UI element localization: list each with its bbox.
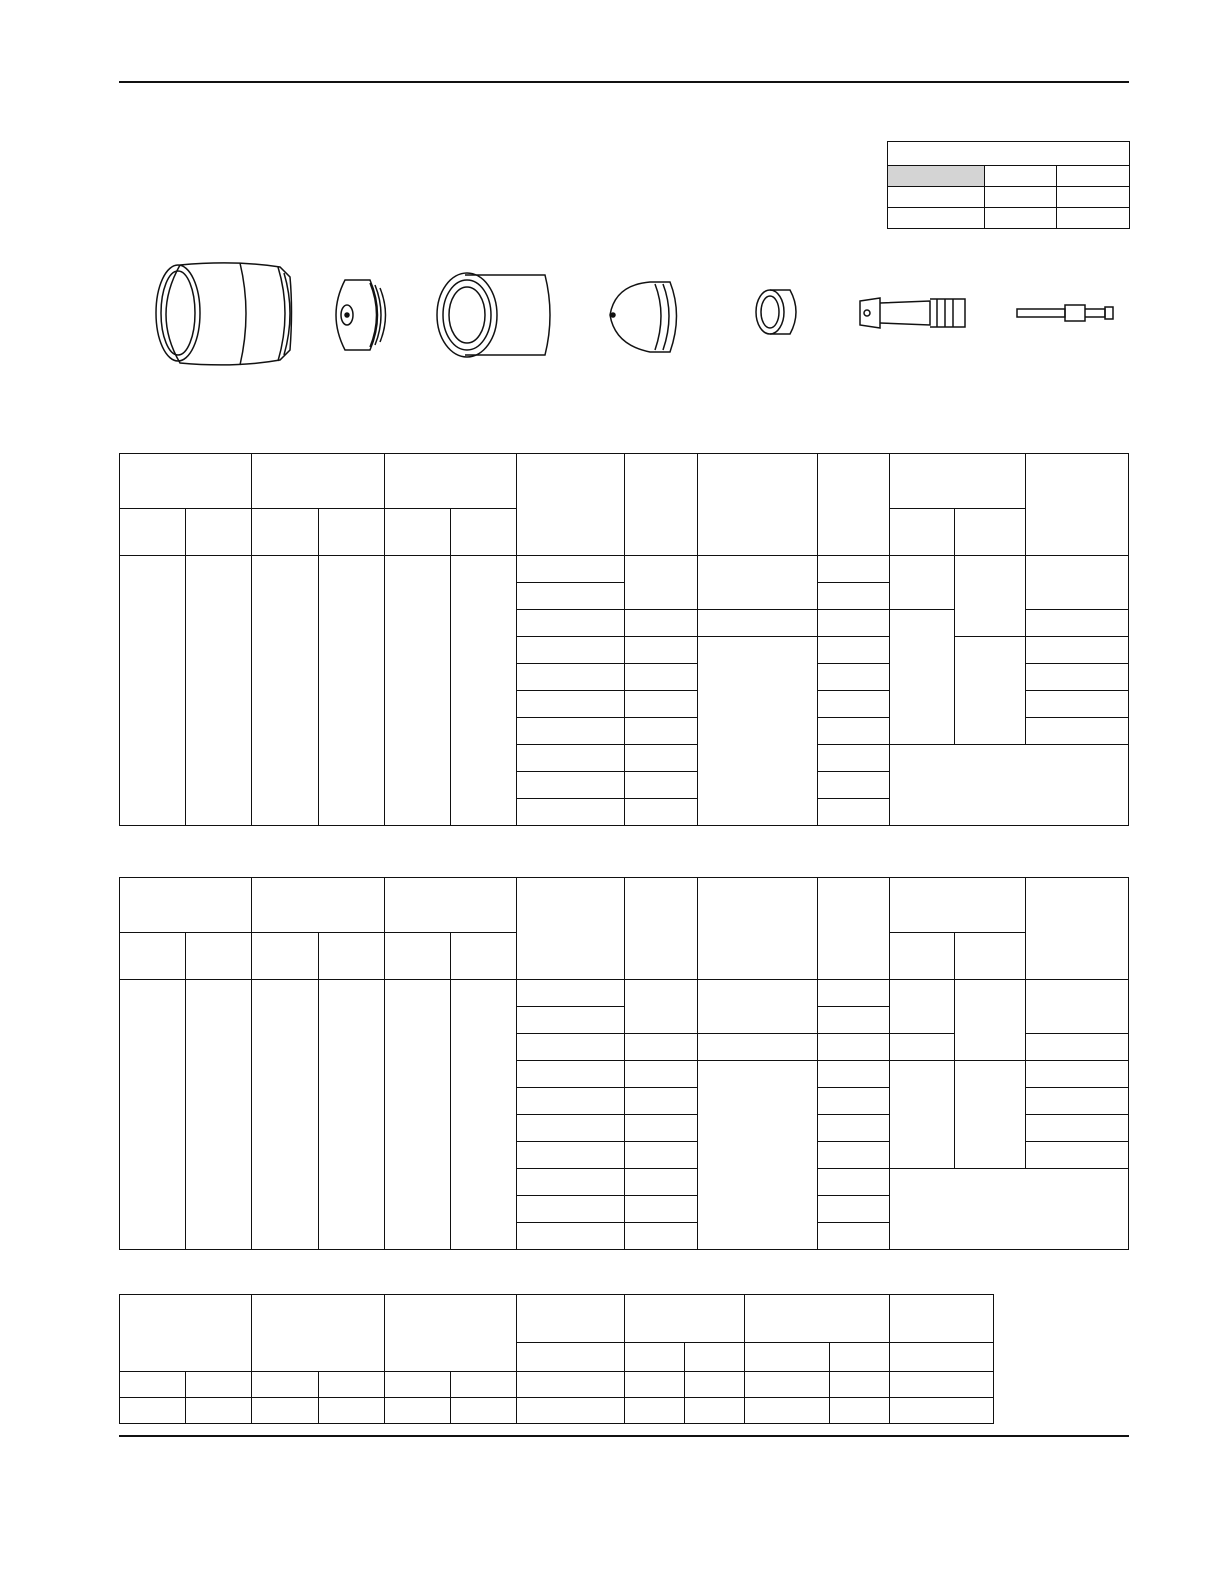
table-cell — [625, 1061, 697, 1088]
table-cell — [186, 1372, 252, 1398]
header-cell — [817, 454, 889, 556]
table-cell — [1025, 637, 1128, 664]
table-cell — [697, 637, 817, 826]
water-tube-drawing — [1017, 305, 1113, 321]
cutting-table-2 — [119, 877, 1129, 1250]
table-cell — [625, 1115, 697, 1142]
header-cell — [120, 1295, 252, 1372]
subheader-cell — [120, 509, 186, 556]
table-cell — [625, 1088, 697, 1115]
table-cell — [319, 1398, 385, 1424]
subheader-cell — [385, 933, 451, 980]
table-cell — [697, 980, 817, 1034]
table-cell — [517, 556, 625, 583]
table-cell — [252, 1372, 319, 1398]
reference-table-cell — [985, 166, 1057, 187]
table-cell — [625, 1223, 697, 1250]
table-cell — [830, 1398, 890, 1424]
table-cell — [817, 1034, 889, 1061]
header-cell — [889, 878, 1025, 933]
subheader-cell — [319, 933, 385, 980]
shield-drawing — [336, 280, 386, 350]
retaining-cap-drawing — [437, 273, 550, 357]
cutting-table-1 — [119, 453, 1129, 826]
header-cell — [252, 878, 385, 933]
table-cell — [954, 980, 1025, 1061]
header-cell — [625, 454, 697, 556]
subheader-cell — [890, 1343, 994, 1372]
table-cell — [120, 980, 186, 1250]
consumables-figure — [140, 255, 1130, 375]
table-cell — [319, 1372, 385, 1398]
table-cell — [517, 1169, 625, 1196]
header-cell — [625, 1295, 745, 1343]
table-cell — [517, 1398, 625, 1424]
table-cell — [625, 637, 697, 664]
table-cell — [517, 1007, 625, 1034]
table-cell — [954, 556, 1025, 637]
table-cell — [954, 1061, 1025, 1169]
table-cell — [319, 980, 385, 1250]
table-cell — [817, 718, 889, 745]
table-cell — [817, 772, 889, 799]
table-cell — [697, 1034, 817, 1061]
subheader-cell — [889, 509, 954, 556]
table-cell — [1025, 664, 1128, 691]
table-cell — [685, 1372, 745, 1398]
table-cell — [817, 799, 889, 826]
table-cell — [745, 1398, 830, 1424]
subheader-cell — [625, 1343, 685, 1372]
table-cell — [517, 691, 625, 718]
table-cell — [817, 691, 889, 718]
footer-rule — [119, 1435, 1129, 1437]
table-cell — [817, 637, 889, 664]
table-cell — [517, 664, 625, 691]
table-cell — [625, 664, 697, 691]
table-cell — [517, 718, 625, 745]
table-cell — [625, 691, 697, 718]
table-cell — [252, 1398, 319, 1424]
swirl-ring-drawing — [756, 290, 796, 334]
table-cell — [517, 610, 625, 637]
header-cell — [252, 454, 385, 509]
table-cell — [1025, 610, 1128, 637]
table-cell — [385, 1398, 451, 1424]
table-cell — [817, 1169, 889, 1196]
table-cell — [817, 610, 889, 637]
table-cell — [1025, 556, 1128, 610]
header-cell — [1025, 878, 1128, 980]
nozzle-drawing — [610, 282, 677, 352]
header-cell — [252, 1295, 385, 1372]
table-cell — [385, 556, 451, 826]
header-cell — [890, 1295, 994, 1343]
table-cell — [625, 1398, 685, 1424]
table-cell — [697, 556, 817, 610]
table-cell — [517, 1196, 625, 1223]
subheader-cell — [120, 933, 186, 980]
header-cell — [517, 1295, 625, 1343]
table-cell — [625, 799, 697, 826]
reference-table-cell-shaded — [888, 166, 985, 187]
reference-table-cell — [888, 208, 985, 229]
reference-table-cell — [1057, 208, 1130, 229]
table-cell — [1025, 1061, 1128, 1088]
table-cell — [186, 1398, 252, 1424]
subheader-cell — [319, 509, 385, 556]
table-cell — [817, 1196, 889, 1223]
table-cell — [817, 556, 889, 583]
header-cell — [517, 878, 625, 980]
table-cell — [817, 1088, 889, 1115]
table-cell — [186, 556, 252, 826]
table-cell — [1025, 1088, 1128, 1115]
header-cell — [1025, 454, 1128, 556]
table-cell — [817, 745, 889, 772]
table-cell — [954, 637, 1025, 745]
table-cell — [517, 1034, 625, 1061]
table-cell — [817, 980, 889, 1007]
table-cell — [817, 664, 889, 691]
table-cell — [890, 1398, 994, 1424]
header-cell — [385, 454, 517, 509]
subheader-cell — [451, 509, 517, 556]
table-cell — [385, 980, 451, 1250]
header-cell — [120, 878, 252, 933]
header-cell — [889, 454, 1025, 509]
table-cell — [517, 1142, 625, 1169]
subheader-cell — [451, 933, 517, 980]
table-cell — [625, 772, 697, 799]
table-cell — [889, 1169, 1128, 1250]
table-cell — [252, 980, 319, 1250]
header-cell — [120, 454, 252, 509]
reference-table — [887, 141, 1130, 229]
table-cell — [319, 556, 385, 826]
table-cell — [817, 1115, 889, 1142]
table-cell — [625, 1169, 697, 1196]
table-cell — [1025, 1034, 1128, 1061]
table-cell — [817, 583, 889, 610]
table-cell — [517, 799, 625, 826]
table-cell — [120, 1372, 186, 1398]
header-cell — [697, 454, 817, 556]
table-cell — [517, 583, 625, 610]
table-cell — [889, 556, 954, 610]
table-cell — [1025, 718, 1128, 745]
table-cell — [625, 610, 697, 637]
table-cell — [451, 556, 517, 826]
header-cell — [745, 1295, 890, 1343]
subheader-cell — [186, 933, 252, 980]
subheader-cell — [745, 1343, 830, 1372]
subheader-cell — [954, 933, 1025, 980]
table-cell — [1025, 1115, 1128, 1142]
table-cell — [817, 1007, 889, 1034]
table-cell — [517, 1061, 625, 1088]
table-cell — [625, 1034, 697, 1061]
table-cell — [889, 610, 954, 745]
table-cell — [817, 1142, 889, 1169]
header-cell — [625, 878, 697, 980]
table-cell — [385, 1372, 451, 1398]
table-cell — [186, 980, 252, 1250]
header-cell — [817, 878, 889, 980]
reference-table-cell — [985, 187, 1057, 208]
table-cell — [252, 556, 319, 826]
reference-table-header — [888, 142, 1130, 166]
table-cell — [517, 637, 625, 664]
table-cell — [889, 1061, 954, 1169]
table-cell — [625, 556, 697, 610]
header-cell — [697, 878, 817, 980]
table-cell — [120, 556, 186, 826]
header-cell — [517, 454, 625, 556]
table-cell — [697, 1061, 817, 1250]
table-cell — [1025, 1142, 1128, 1169]
subheader-cell — [954, 509, 1025, 556]
reference-table-cell — [1057, 166, 1130, 187]
table-cell — [1025, 691, 1128, 718]
table-cell — [625, 1142, 697, 1169]
subheader-cell — [186, 509, 252, 556]
reference-table-cell — [1057, 187, 1130, 208]
reference-table-cell — [985, 208, 1057, 229]
table-cell — [625, 980, 697, 1034]
table-cell — [120, 1398, 186, 1424]
table-cell — [889, 745, 1128, 826]
table-cell — [517, 1372, 625, 1398]
table-cell — [830, 1372, 890, 1398]
bottom-table — [119, 1294, 994, 1424]
table-cell — [451, 1398, 517, 1424]
table-cell — [685, 1398, 745, 1424]
table-cell — [817, 1061, 889, 1088]
reference-table-cell — [888, 187, 985, 208]
subheader-cell — [685, 1343, 745, 1372]
subheader-cell — [385, 509, 451, 556]
table-cell — [625, 1372, 685, 1398]
table-cell — [817, 1223, 889, 1250]
table-cell — [517, 745, 625, 772]
table-cell — [890, 1372, 994, 1398]
table-cell — [451, 980, 517, 1250]
table-cell — [889, 1034, 954, 1061]
table-cell — [451, 1372, 517, 1398]
subheader-cell — [252, 509, 319, 556]
table-cell — [889, 980, 954, 1034]
electrode-drawing — [860, 298, 965, 328]
shield-cap-drawing — [156, 263, 292, 365]
subheader-cell — [252, 933, 319, 980]
table-cell — [625, 718, 697, 745]
table-cell — [697, 610, 817, 637]
table-cell — [625, 1196, 697, 1223]
header-cell — [385, 1295, 517, 1372]
subheader-cell — [830, 1343, 890, 1372]
subheader-cell — [517, 1343, 625, 1372]
table-cell — [517, 1223, 625, 1250]
table-cell — [1025, 980, 1128, 1034]
header-rule — [119, 81, 1129, 83]
table-cell — [517, 772, 625, 799]
table-cell — [745, 1372, 830, 1398]
table-cell — [517, 1088, 625, 1115]
table-cell — [625, 745, 697, 772]
table-cell — [517, 1115, 625, 1142]
header-cell — [385, 878, 517, 933]
subheader-cell — [889, 933, 954, 980]
table-cell — [517, 980, 625, 1007]
